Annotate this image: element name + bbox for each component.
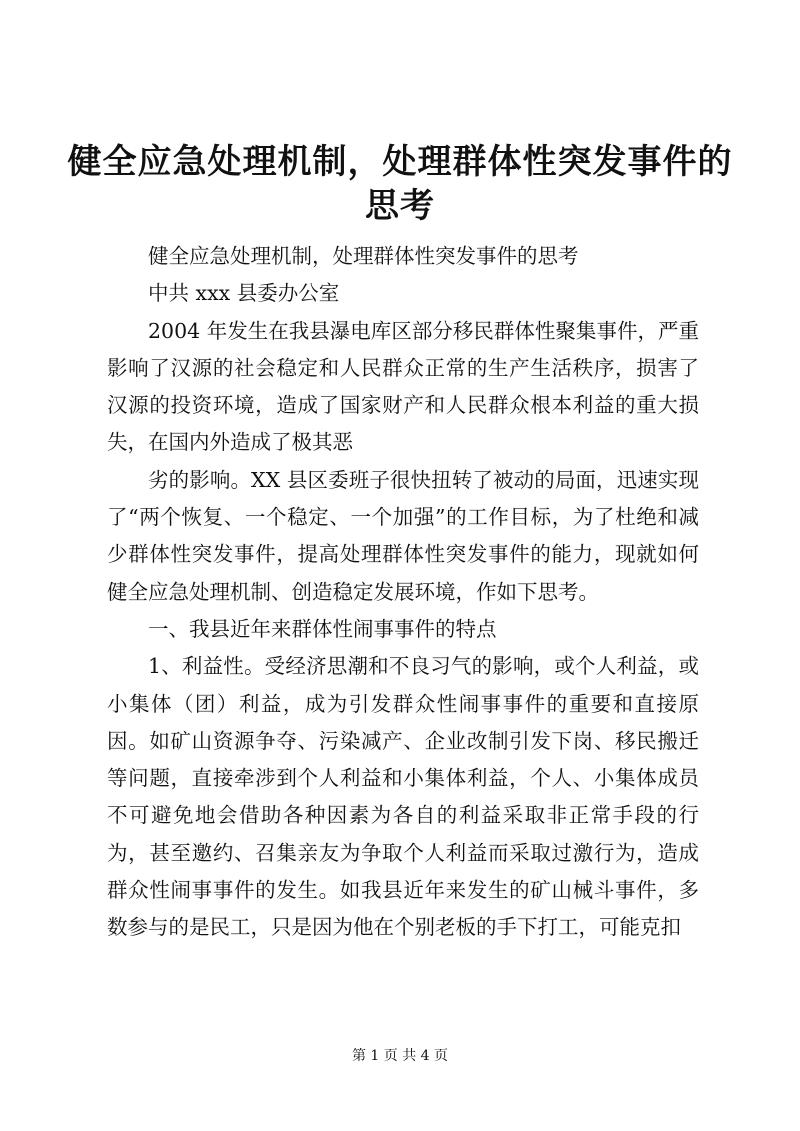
page-footer: 第 1 页 共 4 页 (351, 1048, 449, 1064)
paragraph-author: 中共 xxx 县委办公室 (148, 281, 340, 306)
paragraph-continuation: 劣的影响。XX 县区委班子很快扭转了被动的局面，迅速实现了“两个恢复、一个稳定、一个加强”的工作目标，为了杜绝和减少群体性突发事件，提高处理群体性突发事件的能力，现就如何健全应急处理机制、创造稳定发展环境，作如下思考。 (107, 467, 699, 604)
paragraph-subtitle: 健全应急处理机制，处理群体性突发事件的思考 (148, 244, 579, 268)
paragraph-point-1: 1、利益性。受经济思潮和不良习气的影响，或个人利益，或小集体（团）利益，成为引发群众性闹事事件的重要和直接原因。如矿山资源争夺、污染减产、企业改制引发下岗、移民搬迁等问题，直接牵涉到个人利益和小集体利益，个人、小集体成员不可避免地会借助各种因素为各自的利益采取非正常手段的行为，甚至邀约、召集亲友为争取个人利益而采取过激行为，造成群众性闹事事件的发生。如我县近年来发生的矿山械斗事件，多数参与的是民工，只是因为他在个别老板的手下打工，可能克扣 (107, 654, 699, 940)
section-heading: 一、我县近年来群体性闹事事件的特点 (148, 616, 497, 641)
document-body (107, 238, 699, 947)
document-title: 健全应急处理机制，处理群体性突发事件的思考 (67, 142, 733, 226)
paragraph-intro: 2004 年发生在我县瀑电库区部分移民群体性聚集事件，严重影响了汉源的社会稳定和人民群众正常的生产生活秩序，损害了汉源的投资环境，造成了国家财产和人民群众根本利益的重大损失，在国内外造成了极其恶 (107, 318, 699, 455)
